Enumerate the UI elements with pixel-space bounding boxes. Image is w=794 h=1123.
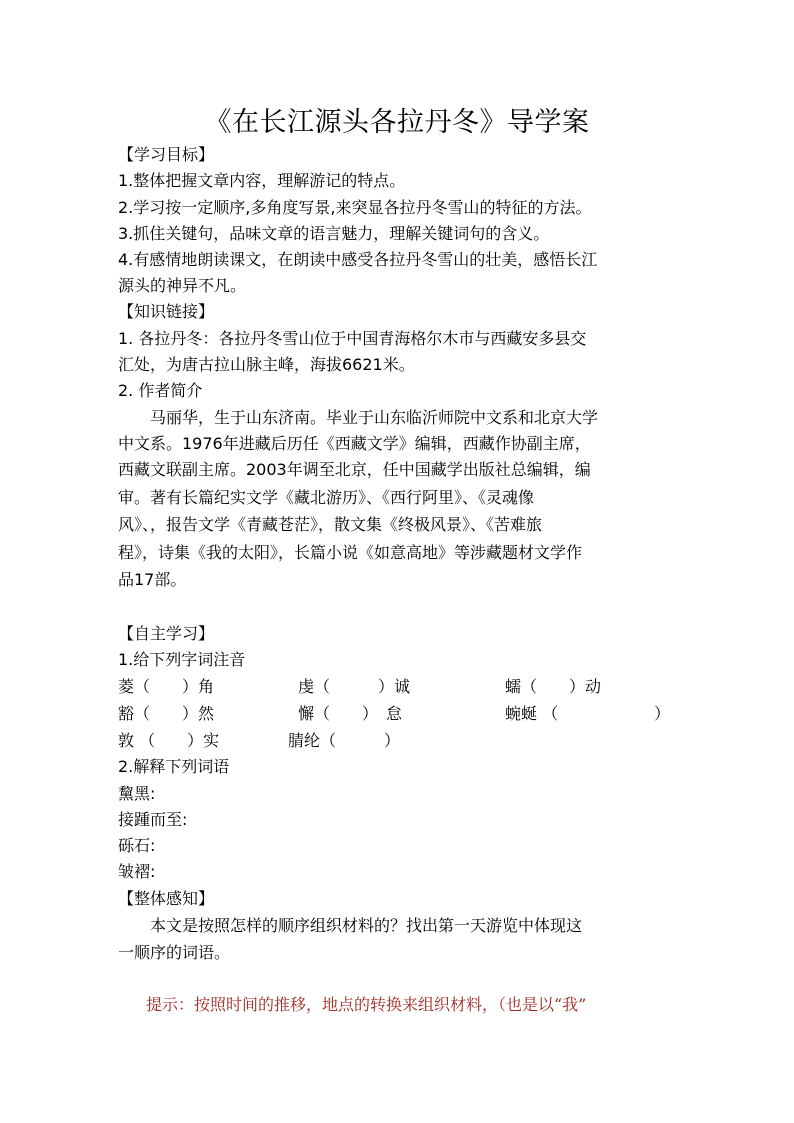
knowledge-item-line: 汇处，为唐古拉山脉主峰，海拔6621米。 [118,355,415,374]
page-title: 《在长江源头各拉丹冬》导学案 [204,107,590,138]
vocab-term: 黧黑: [118,784,156,803]
knowledge-item-line: 1. 各拉丹冬：各拉丹冬雪山位于中国青海格尔木市与西藏安多县交 [118,329,587,348]
pinyin-item: 蜿蜒 （ ） [505,704,671,723]
vocab-term: 皱褶: [118,862,156,881]
goal-item: 4.有感情地朗读课文，在朗读中感受各拉丹冬雪山的壮美，感悟长江 [118,250,598,269]
bio-line: 风》、，报告文学《青藏苍茫》，散文集《终极风景》、《苦难旅 [118,515,543,534]
vocab-term: 砾石: [118,836,156,855]
hint-text: 提示：按照时间的推移，地点的转换来组织材料，（也是以“我” [146,995,587,1014]
pinyin-item: 虔（ ）诚 [298,677,411,696]
pinyin-item: 腈纶（ ） [288,731,401,750]
vocab-term: 接踵而至: [118,810,188,829]
section-heading-knowledge: 【知识链接】 [118,302,215,321]
pinyin-item: 豁（ ）然 [118,704,215,723]
pinyin-item: 懈（ ） 怠 [298,704,403,723]
bio-line: 程》，诗集《我的太阳》，长篇小说《如意高地》等涉藏题材文学作 [118,543,583,562]
bio-line: 马丽华，生于山东济南。毕业于山东临沂师院中文系和北京大学 [150,408,599,427]
pinyin-item: 敦 （ ）实 [118,731,220,750]
goal-item: 3.抓住关键句，品味文章的语言魅力，理解关键词句的含义。 [118,224,550,243]
bio-line: 品17部。 [118,570,187,589]
bio-line: 西藏文联副主席。2003年调至北京，任中国藏学出版社总编辑，编 [118,460,591,479]
bio-line: 中文系。1976年进藏后历任《西藏文学》编辑，西藏作协副主席， [118,434,591,453]
pinyin-item: 菱（ ）角 [118,677,215,696]
knowledge-subheading: 2. 作者简介 [118,381,203,400]
goal-item: 2.学习按一定顺序,多角度写景,来突显各拉丹冬雪山的特征的方法。 [118,198,592,217]
section-heading-overall: 【整体感知】 [118,889,215,908]
question-2: 2.解释下列词语 [118,757,230,776]
bio-line: 审。著有长篇纪实文学《藏北游历》、《西行阿里》、《灵魂像 [118,488,535,507]
section-heading-self-study: 【自主学习】 [118,624,215,643]
overall-question-line: 本文是按照怎样的顺序组织材料的？找出第一天游览中体现这 [150,916,583,935]
overall-question-line: 一顺序的词语。 [118,943,231,962]
section-heading-goals: 【学习目标】 [118,145,215,164]
question-1: 1.给下列字词注音 [118,650,246,669]
goal-item: 1.整体把握文章内容，理解游记的特点。 [118,171,406,190]
goal-item-continuation: 源头的神异不凡。 [118,276,247,295]
pinyin-item: 蠕（ ）动 [505,677,602,696]
